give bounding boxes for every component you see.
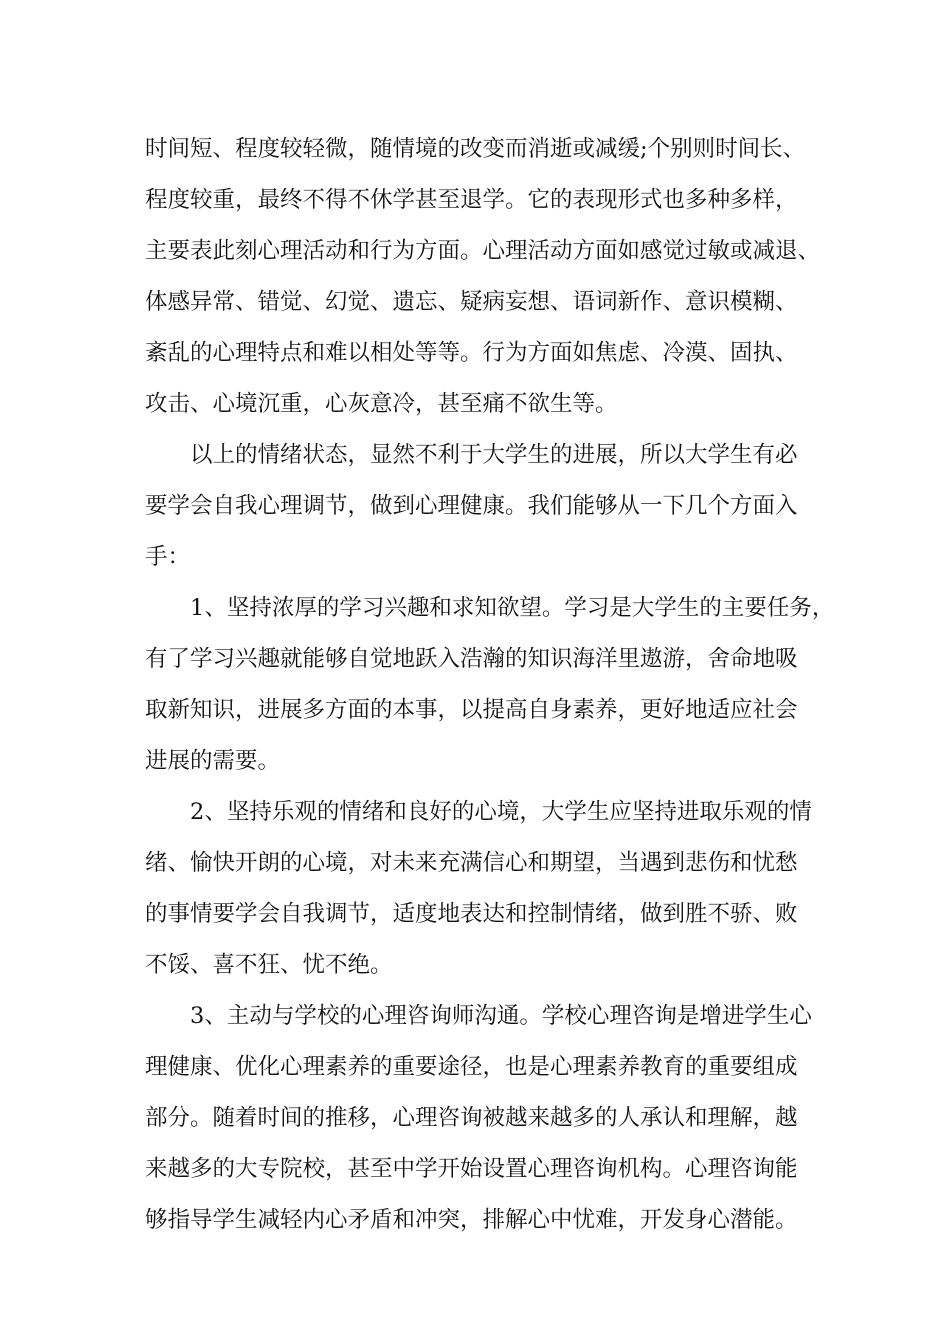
text-line: 够指导学生减轻内心矛盾和冲突，排解心中忧难，开发身心潜能。 (145, 1207, 798, 1233)
paragraph-symptoms (145, 124, 835, 430)
text-line: 要学会自我心理调节，做到心理健康。我们能够从一下几个方面入 (145, 493, 798, 519)
text-line: 2、坚持乐观的情绪和良好的心境，大学生应坚持进取乐观的情 (190, 799, 812, 825)
text-line: 攻击、心境沉重，心灰意冷，甚至痛不欲生等。 (145, 391, 618, 417)
text-line: 3、主动与学校的心理咨询师沟通。学校心理咨询是增进学生心 (190, 1003, 812, 1029)
text-line: 以上的情绪状态，显然不利于大学生的进展，所以大学生有必 (190, 442, 798, 468)
text-line: 有了学习兴趣就能够自觉地跃入浩瀚的知识海洋里遨游，舍命地吸 (145, 646, 798, 672)
text-line: 部分。随着时间的推移，心理咨询被越来越多的人承认和理解，越 (145, 1105, 798, 1131)
text-line: 取新知识，进展多方面的本事，以提高自身素养，更好地适应社会 (145, 697, 798, 723)
text-line: 时间短、程度较轻微，随情境的改变而消逝或减缓;个别则时间长、 (145, 136, 806, 162)
text-line: 来越多的大专院校，甚至中学开始设置心理咨询机构。心理咨询能 (145, 1156, 798, 1182)
paragraph-point-2 (145, 787, 835, 991)
text-line: 进展的需要。 (145, 748, 281, 774)
text-line: 1、坚持浓厚的学习兴趣和求知欲望。学习是大学生的主要任务， (190, 595, 835, 621)
paragraph-point-1 (145, 583, 835, 787)
text-line: 理健康、优化心理素养的重要途径，也是心理素养教育的重要组成 (145, 1054, 798, 1080)
text-line: 手： (145, 544, 191, 570)
document-body (145, 124, 835, 1246)
text-line: 主要表此刻心理活动和行为方面。心理活动方面如感觉过敏或减退、 (145, 238, 821, 264)
text-line: 绪、愉快开朗的心境，对未来充满信心和期望，当遇到悲伤和忧愁 (145, 850, 798, 876)
text-line: 的事情要学会自我调节，适度地表达和控制情绪，做到胜不骄、败 (145, 901, 798, 927)
paragraph-point-3 (145, 991, 835, 1246)
text-line: 程度较重，最终不得不休学甚至退学。它的表现形式也多种多样， (145, 187, 798, 213)
paragraph-introduction (145, 430, 835, 583)
text-line: 体感异常、错觉、幻觉、遗忘、疑病妄想、语词新作、意识模糊、 (145, 289, 798, 315)
text-line: 紊乱的心理特点和难以相处等等。行为方面如焦虑、冷漠、固执、 (145, 340, 798, 366)
text-line: 不馁、喜不狂、忧不绝。 (145, 952, 393, 978)
